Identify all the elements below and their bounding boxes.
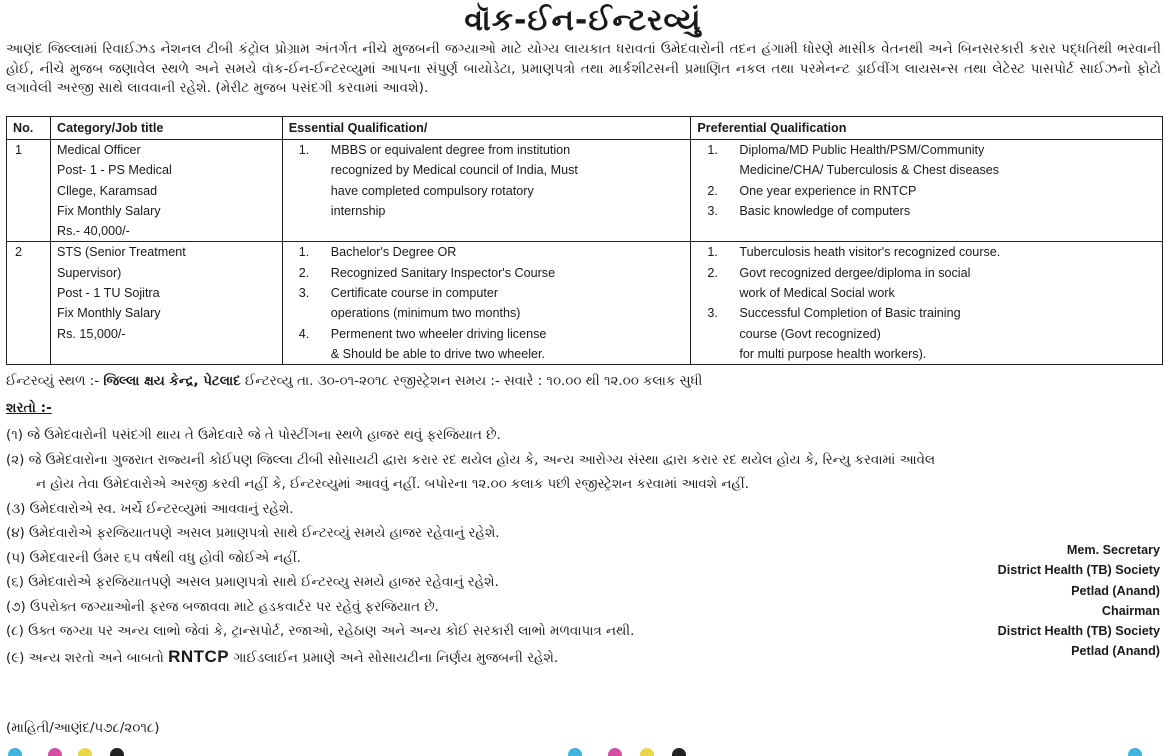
category-line: STS (Senior Treatment bbox=[56, 245, 186, 260]
list-item bbox=[299, 242, 685, 262]
item-line: Bachelor's Degree OR bbox=[330, 245, 457, 260]
preferential-cell bbox=[691, 140, 1163, 242]
registration-dot-cyan bbox=[8, 748, 22, 756]
list-item bbox=[299, 324, 685, 365]
table-row bbox=[7, 140, 1163, 242]
term-line: (૯) અન્ય શરતો અને બાબતો bbox=[6, 650, 164, 666]
venue-place: જિલ્લા ક્ષય કેન્દ્ર, પેટલાદ bbox=[103, 374, 241, 389]
term-item bbox=[6, 449, 946, 498]
row-number: 1 bbox=[7, 140, 51, 242]
header-essential: Essential Qualification/ bbox=[282, 117, 691, 140]
signature-block bbox=[998, 540, 1160, 662]
list-item bbox=[707, 303, 1156, 364]
item-line: Tuberculosis heath visitor's recognized course. bbox=[739, 245, 1001, 260]
header-no: No. bbox=[7, 117, 51, 140]
rntcp-acronym: RNTCP bbox=[168, 646, 230, 666]
table-row bbox=[7, 242, 1163, 365]
item-number: 3. bbox=[707, 203, 718, 218]
list-item bbox=[299, 140, 685, 221]
reference-number: (માહિતી/આણંદ/૫૭૮/૨૦૧૮) bbox=[6, 721, 160, 736]
term-item bbox=[6, 498, 946, 523]
list-item bbox=[707, 263, 1156, 304]
signature-line: Petlad (Anand) bbox=[1071, 583, 1160, 598]
term-line: (૭) ઉપરોક્ત જગ્યાઓની ફરજ બજાવવા માટે હડકવાર્ટર પર રહેવું ફરજિયાત છે. bbox=[6, 599, 439, 615]
term-item bbox=[6, 645, 946, 672]
item-number: 2. bbox=[707, 183, 718, 198]
list-item bbox=[707, 140, 1156, 181]
item-line: Govt recognized dergee/diploma in social bbox=[739, 265, 971, 280]
registration-dot-yellow bbox=[78, 748, 92, 756]
item-line: Basic knowledge of computers bbox=[739, 203, 911, 218]
registration-dot-cyan bbox=[1128, 748, 1142, 756]
category-line: Rs.- 40,000/- bbox=[56, 224, 130, 239]
term-line: (૫) ઉમેદવારની ઉંમર ૬૫ વર્ષથી વધુ હોવી જોઈએ નહીં. bbox=[6, 550, 301, 566]
term-line: (૧) જે ઉમેદવારોની પસંદગી થાય તે ઉમેદવારે જે તે પોસ્ટીંગના સ્થળે હાજર થવું ફરજિયાત છે. bbox=[6, 428, 501, 443]
vacancy-table bbox=[6, 116, 1163, 365]
row-number: 2 bbox=[7, 242, 51, 365]
registration-dot-yellow bbox=[640, 748, 654, 756]
item-line: course (Govt recognized) bbox=[739, 326, 881, 341]
item-number: 3. bbox=[707, 306, 718, 321]
item-line: for multi purpose health workers). bbox=[739, 346, 927, 361]
term-line: (૬) ઉમેદવારોએ ફરજિયાતપણે અસલ પ્રમાણપત્રો સાથે ઈન્ટરવ્યુ સમયે હાજર રહેવાનું રહેશે. bbox=[6, 575, 499, 590]
term-line: ન હોય તેવા ઉમેદવારોએ અરજી કરવી નહીં કે, ઈન્ટરવ્યુમાં આવવું નહીં. બપોરના ૧૨.૦૦ કલાક પછી રજીસ્ટ્રેશન કરવામાં આવશે નહીં. bbox=[36, 477, 749, 492]
term-line: (૮) ઉક્ત જગ્યા પર અન્ય લાભો જેવાં કે, ટ્રાન્સપોર્ટ, રજાઓ, રહેઠાણ અને અન્ય કોઈ સરકારી લાભો મળવાપાત્ર નથી. bbox=[6, 624, 635, 639]
signature-line: District Health (TB) Society bbox=[997, 563, 1160, 578]
item-line: Permenent two wheeler driving license bbox=[330, 326, 547, 341]
category-line: Fix Monthly Salary bbox=[56, 306, 161, 321]
list-item bbox=[299, 283, 685, 324]
category-line: Post- 1 - PS Medical bbox=[56, 163, 172, 178]
item-line: One year experience in RNTCP bbox=[739, 183, 917, 198]
item-number: 3. bbox=[298, 286, 310, 301]
category-line: Rs. 15,000/- bbox=[56, 326, 126, 341]
item-line: work of Medical Social work bbox=[739, 286, 895, 301]
item-line: operations (minimum two months) bbox=[330, 306, 521, 321]
item-line: recognized by Medical council of India, Must bbox=[330, 163, 578, 178]
category-line: Medical Officer bbox=[56, 143, 141, 157]
item-line: Successful Completion of Basic training bbox=[739, 306, 961, 321]
header-category: Category/Job title bbox=[50, 117, 282, 140]
signature-line: Chairman bbox=[1101, 603, 1160, 618]
header-preferential: Preferential Qualification bbox=[691, 117, 1163, 140]
term-line: (૨) જે ઉમેદવારોના ગુજરાત રાજ્યની કોઈપણ જિલ્લા ટીબી સોસાયટી દ્વારા કરાર રદ થયેલ હોય કે, અન્ય આરોગ્ય સંસ્થા દ્વારા કરાર રદ થયેલ હોય કે, રિન્યુ કરવામાં આવેલ bbox=[6, 452, 936, 468]
term-item bbox=[6, 571, 946, 596]
item-line: Certificate course in computer bbox=[330, 286, 499, 301]
item-line: Diploma/MD Public Health/PSM/Community bbox=[739, 143, 985, 157]
category-line: Cllege, Karamsad bbox=[56, 183, 158, 198]
term-line: (૪) ઉમેદવારોએ ફરજિયાતપણે અસલ પ્રમાણપત્રો સાથે ઈન્ટરવ્યું સમયે હાજર રહેવાનું રહેશે. bbox=[6, 526, 500, 541]
interview-venue bbox=[6, 372, 1161, 392]
item-line: Recognized Sanitary Inspector's Course bbox=[330, 265, 556, 280]
item-number: 1. bbox=[707, 245, 718, 260]
preferential-cell bbox=[691, 242, 1163, 365]
item-line: & Should be able to drive two wheeler. bbox=[330, 346, 546, 361]
list-item bbox=[707, 201, 1156, 221]
term-item bbox=[6, 522, 946, 547]
term-line: (૩) ઉમેદવારોએ સ્વ. ખર્ચે ઈન્ટરવ્યુમાં આવવાનું રહેશે. bbox=[6, 501, 294, 517]
category-cell bbox=[50, 242, 282, 365]
terms-list bbox=[6, 424, 946, 671]
term-item bbox=[6, 547, 946, 572]
signature-line: Petlad (Anand) bbox=[1071, 644, 1160, 659]
page-title: વૉક-ઈન-ઈન્ટરવ્યું bbox=[464, 3, 702, 38]
item-number: 1. bbox=[298, 245, 310, 260]
list-item bbox=[707, 242, 1156, 262]
registration-dot-magenta bbox=[608, 748, 622, 756]
term-line: ગાઈડલાઈન પ્રમાણે અને સોસાયટીના નિર્ણય મુજબની રહેશે. bbox=[233, 650, 559, 666]
intro-paragraph: આણંદ જિલ્લામાં રિવાઈઝડ નેશનલ ટીબી કંટ્રોલ પ્રોગ્રામ અંતર્ગત નીચે મુજબની જગ્યાઓ માટે યોગ્ય લાયકાત ધરાવતાં ઉમેદવારોની તદન હંગામી ધોરણે માસીક વેતનથી અને બિનસરકારી કરાર પદ્ધતિથી ભરવાની હોઈ, નીચે મુજબ જણાવેલ સ્થળે અને સમયે વૉક-ઈન-ઈન્ટરવ્યુમાં આપના સંપુર્ણ બાયોડેટા, પ્રમાણપત્રો તથા માર્કશીટસની પ્રમાણિત નકલ તથા પરમેનન્ટ ડ્રાઈવીંગ લાયસન્સ તથા લેટેસ્ટ પાસપોર્ટ સાઈઝનો ફોટો લગાવેલી અરજી સાથે લાવવાની રહેશે. (મેરીટ મુજબ પસંદગી કરવામાં આવશે). bbox=[6, 41, 1161, 96]
item-number: 1. bbox=[298, 143, 310, 157]
list-item bbox=[299, 263, 685, 283]
essential-cell bbox=[282, 140, 691, 242]
terms-heading: શરતો :- bbox=[6, 400, 52, 416]
term-item bbox=[6, 620, 946, 645]
category-line: Post - 1 TU Sojitra bbox=[56, 286, 160, 301]
item-number: 1. bbox=[707, 143, 718, 157]
term-item bbox=[6, 424, 946, 449]
registration-dot-black bbox=[110, 748, 124, 756]
registration-dot-cyan bbox=[568, 748, 582, 756]
category-cell bbox=[50, 140, 282, 242]
term-item bbox=[6, 596, 946, 621]
registration-dot-black bbox=[672, 748, 686, 756]
print-registration-marks bbox=[0, 748, 1166, 756]
item-number: 2. bbox=[298, 265, 310, 280]
venue-schedule: ઈન્ટરવ્યુ તા. ૩૦-૦૧-૨૦૧૮ રજીસ્ટ્રેશન સમય :- સવારે : ૧૦.૦૦ થી ૧૨.૦૦ કલાક સુધી bbox=[244, 374, 703, 389]
category-line: Supervisor) bbox=[56, 265, 122, 280]
item-number: 2. bbox=[707, 265, 718, 280]
list-item bbox=[707, 181, 1156, 201]
signature-line: District Health (TB) Society bbox=[997, 624, 1160, 639]
essential-cell bbox=[282, 242, 691, 365]
item-line: have completed compulsory rotatory bbox=[330, 183, 534, 198]
registration-dot-magenta bbox=[48, 748, 62, 756]
item-line: MBBS or equivalent degree from institution bbox=[330, 143, 571, 157]
category-line: Fix Monthly Salary bbox=[56, 203, 161, 218]
venue-label: ઈન્ટરવ્યું સ્થળ :- bbox=[6, 374, 100, 389]
item-line: internship bbox=[330, 203, 386, 218]
item-number: 4. bbox=[298, 326, 310, 341]
table-header-row bbox=[7, 117, 1163, 140]
item-line: Medicine/CHA/ Tuberculosis & Chest diseases bbox=[739, 163, 1000, 178]
signature-line: Mem. Secretary bbox=[1066, 543, 1160, 557]
